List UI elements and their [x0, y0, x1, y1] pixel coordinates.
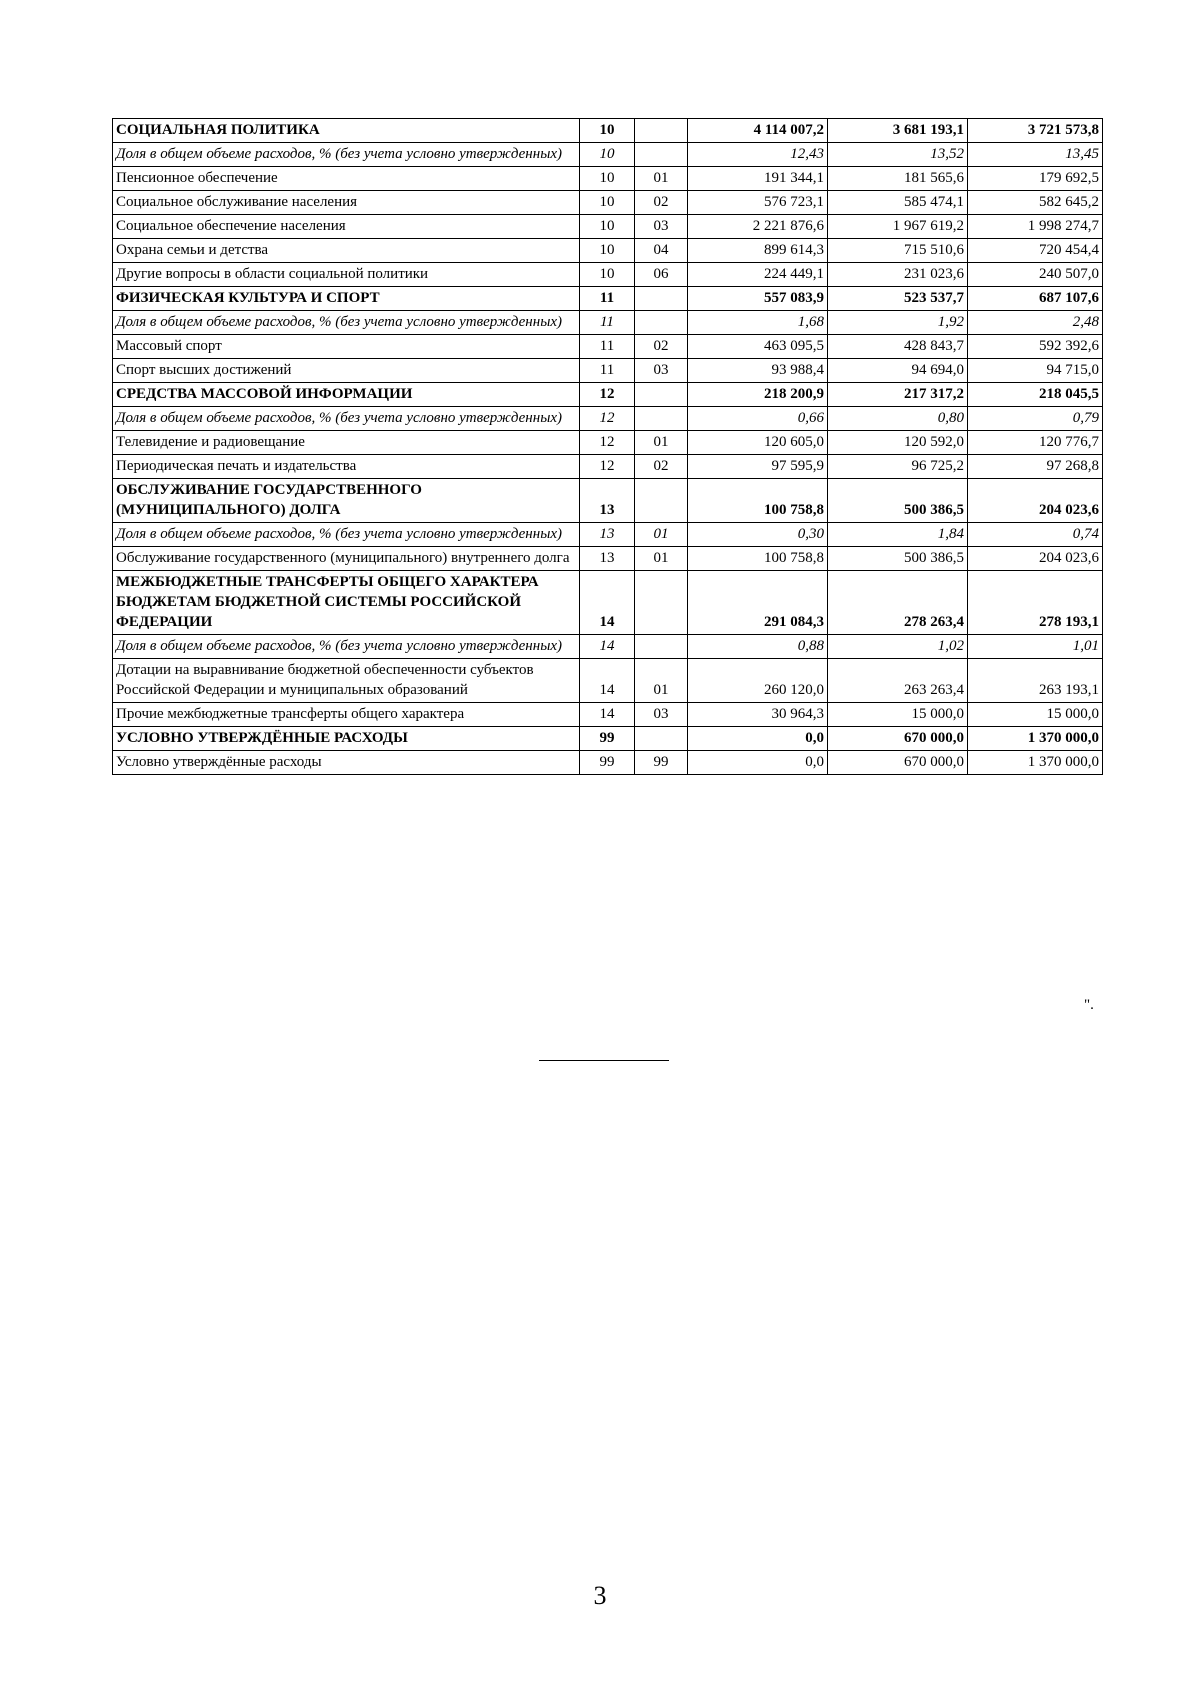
subsection-code-cell: 02	[635, 335, 688, 359]
amount-cell-v3: 179 692,5	[968, 167, 1103, 191]
section-row	[113, 383, 1103, 407]
amount-cell-v3: 15 000,0	[968, 703, 1103, 727]
row-name-cell: СОЦИАЛЬНАЯ ПОЛИТИКА	[113, 119, 580, 143]
amount-cell-v3: 204 023,6	[968, 547, 1103, 571]
amount-cell-v2: 217 317,2	[828, 383, 968, 407]
subsection-code-cell	[635, 479, 688, 523]
amount-cell-v1: 463 095,5	[688, 335, 828, 359]
subsection-code-cell	[635, 383, 688, 407]
subsection-code-cell: 04	[635, 239, 688, 263]
section-code-cell: 99	[580, 727, 635, 751]
amount-cell-v2: 94 694,0	[828, 359, 968, 383]
amount-cell-v2: 670 000,0	[828, 727, 968, 751]
row-name-cell: Социальное обслуживание населения	[113, 191, 580, 215]
section-code-cell: 11	[580, 335, 635, 359]
amount-cell-v1: 0,30	[688, 523, 828, 547]
section-code-cell: 12	[580, 407, 635, 431]
amount-cell-v2: 715 510,6	[828, 239, 968, 263]
amount-cell-v1: 576 723,1	[688, 191, 828, 215]
amount-cell-v3: 1 998 274,7	[968, 215, 1103, 239]
amount-cell-v1: 120 605,0	[688, 431, 828, 455]
amount-cell-v3: 0,79	[968, 407, 1103, 431]
amount-cell-v1: 2 221 876,6	[688, 215, 828, 239]
table-row	[113, 263, 1103, 287]
section-row	[113, 119, 1103, 143]
section-code-cell: 99	[580, 751, 635, 775]
amount-cell-v2: 13,52	[828, 143, 968, 167]
subsection-code-cell	[635, 287, 688, 311]
amount-cell-v3: 13,45	[968, 143, 1103, 167]
table-row	[113, 215, 1103, 239]
section-code-cell: 10	[580, 215, 635, 239]
row-name-cell: УСЛОВНО УТВЕРЖДЁННЫЕ РАСХОДЫ	[113, 727, 580, 751]
amount-cell-v1: 97 595,9	[688, 455, 828, 479]
amount-cell-v2: 96 725,2	[828, 455, 968, 479]
subsection-code-cell	[635, 311, 688, 335]
section-code-cell: 10	[580, 119, 635, 143]
subsection-code-cell: 02	[635, 455, 688, 479]
row-name-cell: Пенсионное обеспечение	[113, 167, 580, 191]
amount-cell-v1: 30 964,3	[688, 703, 828, 727]
amount-cell-v2: 428 843,7	[828, 335, 968, 359]
subsection-code-cell	[635, 635, 688, 659]
share-row	[113, 523, 1103, 547]
amount-cell-v3: 720 454,4	[968, 239, 1103, 263]
amount-cell-v2: 0,80	[828, 407, 968, 431]
subsection-code-cell	[635, 407, 688, 431]
row-name-cell: Телевидение и радиовещание	[113, 431, 580, 455]
table-row	[113, 359, 1103, 383]
table-row	[113, 191, 1103, 215]
amount-cell-v1: 260 120,0	[688, 659, 828, 703]
amount-cell-v3: 592 392,6	[968, 335, 1103, 359]
separator-line	[539, 1060, 669, 1061]
subsection-code-cell	[635, 143, 688, 167]
amount-cell-v2: 263 263,4	[828, 659, 968, 703]
table-row	[113, 751, 1103, 775]
row-name-cell: МЕЖБЮДЖЕТНЫЕ ТРАНСФЕРТЫ ОБЩЕГО ХАРАКТЕРА БЮДЖЕТАМ БЮДЖЕТНОЙ СИСТЕМЫ РОССИЙСКОЙ ФЕДЕРАЦИИ	[113, 571, 580, 635]
amount-cell-v3: 120 776,7	[968, 431, 1103, 455]
amount-cell-v1: 218 200,9	[688, 383, 828, 407]
section-code-cell: 14	[580, 635, 635, 659]
row-name-cell: Дотации на выравнивание бюджетной обеспеченности субъектов Российской Федерации и муниципальных образований	[113, 659, 580, 703]
amount-cell-v3: 94 715,0	[968, 359, 1103, 383]
section-row	[113, 479, 1103, 523]
subsection-code-cell: 03	[635, 703, 688, 727]
closing-quote: ".	[1084, 997, 1094, 1013]
amount-cell-v2: 523 537,7	[828, 287, 968, 311]
subsection-code-cell: 02	[635, 191, 688, 215]
section-code-cell: 12	[580, 383, 635, 407]
amount-cell-v2: 500 386,5	[828, 547, 968, 571]
table-row	[113, 335, 1103, 359]
section-code-cell: 14	[580, 571, 635, 635]
table-row	[113, 703, 1103, 727]
subsection-code-cell: 01	[635, 431, 688, 455]
section-code-cell: 12	[580, 431, 635, 455]
amount-cell-v1: 12,43	[688, 143, 828, 167]
table-row	[113, 547, 1103, 571]
amount-cell-v3: 218 045,5	[968, 383, 1103, 407]
section-code-cell: 12	[580, 455, 635, 479]
subsection-code-cell	[635, 727, 688, 751]
section-code-cell: 11	[580, 359, 635, 383]
subsection-code-cell: 01	[635, 167, 688, 191]
section-code-cell: 13	[580, 547, 635, 571]
amount-cell-v2: 1,92	[828, 311, 968, 335]
share-row	[113, 635, 1103, 659]
budget-table	[112, 118, 1103, 775]
table-body	[113, 119, 1103, 775]
row-name-cell: Другие вопросы в области социальной политики	[113, 263, 580, 287]
amount-cell-v3: 278 193,1	[968, 571, 1103, 635]
table-row	[113, 659, 1103, 703]
amount-cell-v2: 120 592,0	[828, 431, 968, 455]
subsection-code-cell	[635, 571, 688, 635]
amount-cell-v3: 3 721 573,8	[968, 119, 1103, 143]
subsection-code-cell: 03	[635, 215, 688, 239]
amount-cell-v1: 0,0	[688, 751, 828, 775]
row-name-cell: Доля в общем объеме расходов, % (без учета условно утвержденных)	[113, 143, 580, 167]
amount-cell-v1: 0,88	[688, 635, 828, 659]
section-code-cell: 14	[580, 659, 635, 703]
row-name-cell: Доля в общем объеме расходов, % (без учета условно утвержденных)	[113, 523, 580, 547]
amount-cell-v3: 97 268,8	[968, 455, 1103, 479]
amount-cell-v3: 687 107,6	[968, 287, 1103, 311]
row-name-cell: Периодическая печать и издательства	[113, 455, 580, 479]
amount-cell-v1: 100 758,8	[688, 479, 828, 523]
amount-cell-v3: 1 370 000,0	[968, 727, 1103, 751]
row-name-cell: ОБСЛУЖИВАНИЕ ГОСУДАРСТВЕННОГО (МУНИЦИПАЛЬНОГО) ДОЛГА	[113, 479, 580, 523]
row-name-cell: Спорт высших достижений	[113, 359, 580, 383]
amount-cell-v2: 1,02	[828, 635, 968, 659]
section-code-cell: 13	[580, 523, 635, 547]
amount-cell-v2: 278 263,4	[828, 571, 968, 635]
row-name-cell: Прочие межбюджетные трансферты общего характера	[113, 703, 580, 727]
row-name-cell: ФИЗИЧЕСКАЯ КУЛЬТУРА И СПОРТ	[113, 287, 580, 311]
subsection-code-cell: 01	[635, 547, 688, 571]
row-name-cell: Социальное обеспечение населения	[113, 215, 580, 239]
section-code-cell: 10	[580, 143, 635, 167]
amount-cell-v1: 224 449,1	[688, 263, 828, 287]
share-row	[113, 311, 1103, 335]
amount-cell-v1: 191 344,1	[688, 167, 828, 191]
row-name-cell: Охрана семьи и детства	[113, 239, 580, 263]
section-code-cell: 11	[580, 287, 635, 311]
row-name-cell: Условно утверждённые расходы	[113, 751, 580, 775]
table-row	[113, 455, 1103, 479]
amount-cell-v2: 231 023,6	[828, 263, 968, 287]
row-name-cell: Доля в общем объеме расходов, % (без учета условно утвержденных)	[113, 311, 580, 335]
amount-cell-v2: 3 681 193,1	[828, 119, 968, 143]
share-row	[113, 407, 1103, 431]
subsection-code-cell: 03	[635, 359, 688, 383]
section-row	[113, 727, 1103, 751]
share-row	[113, 143, 1103, 167]
row-name-cell: СРЕДСТВА МАССОВОЙ ИНФОРМАЦИИ	[113, 383, 580, 407]
section-code-cell: 11	[580, 311, 635, 335]
row-name-cell: Массовый спорт	[113, 335, 580, 359]
amount-cell-v3: 263 193,1	[968, 659, 1103, 703]
table-row	[113, 239, 1103, 263]
amount-cell-v3: 204 023,6	[968, 479, 1103, 523]
amount-cell-v1: 100 758,8	[688, 547, 828, 571]
section-code-cell: 10	[580, 263, 635, 287]
row-name-cell: Обслуживание государственного (муниципального) внутреннего долга	[113, 547, 580, 571]
subsection-code-cell: 06	[635, 263, 688, 287]
page-number: 3	[593, 1581, 607, 1610]
amount-cell-v3: 240 507,0	[968, 263, 1103, 287]
amount-cell-v2: 585 474,1	[828, 191, 968, 215]
section-code-cell: 10	[580, 191, 635, 215]
amount-cell-v2: 15 000,0	[828, 703, 968, 727]
row-name-cell: Доля в общем объеме расходов, % (без учета условно утвержденных)	[113, 635, 580, 659]
amount-cell-v2: 670 000,0	[828, 751, 968, 775]
amount-cell-v2: 1,84	[828, 523, 968, 547]
table-row	[113, 431, 1103, 455]
section-row	[113, 287, 1103, 311]
section-code-cell: 10	[580, 239, 635, 263]
section-row	[113, 571, 1103, 635]
amount-cell-v1: 4 114 007,2	[688, 119, 828, 143]
subsection-code-cell	[635, 119, 688, 143]
amount-cell-v2: 500 386,5	[828, 479, 968, 523]
subsection-code-cell: 99	[635, 751, 688, 775]
amount-cell-v1: 1,68	[688, 311, 828, 335]
amount-cell-v1: 557 083,9	[688, 287, 828, 311]
amount-cell-v3: 1 370 000,0	[968, 751, 1103, 775]
subsection-code-cell: 01	[635, 659, 688, 703]
amount-cell-v1: 291 084,3	[688, 571, 828, 635]
amount-cell-v1: 899 614,3	[688, 239, 828, 263]
section-code-cell: 14	[580, 703, 635, 727]
amount-cell-v1: 0,66	[688, 407, 828, 431]
amount-cell-v3: 1,01	[968, 635, 1103, 659]
amount-cell-v2: 1 967 619,2	[828, 215, 968, 239]
amount-cell-v1: 0,0	[688, 727, 828, 751]
row-name-cell: Доля в общем объеме расходов, % (без учета условно утвержденных)	[113, 407, 580, 431]
subsection-code-cell: 01	[635, 523, 688, 547]
section-code-cell: 13	[580, 479, 635, 523]
section-code-cell: 10	[580, 167, 635, 191]
table-row	[113, 167, 1103, 191]
amount-cell-v3: 0,74	[968, 523, 1103, 547]
amount-cell-v3: 582 645,2	[968, 191, 1103, 215]
amount-cell-v3: 2,48	[968, 311, 1103, 335]
amount-cell-v2: 181 565,6	[828, 167, 968, 191]
amount-cell-v1: 93 988,4	[688, 359, 828, 383]
